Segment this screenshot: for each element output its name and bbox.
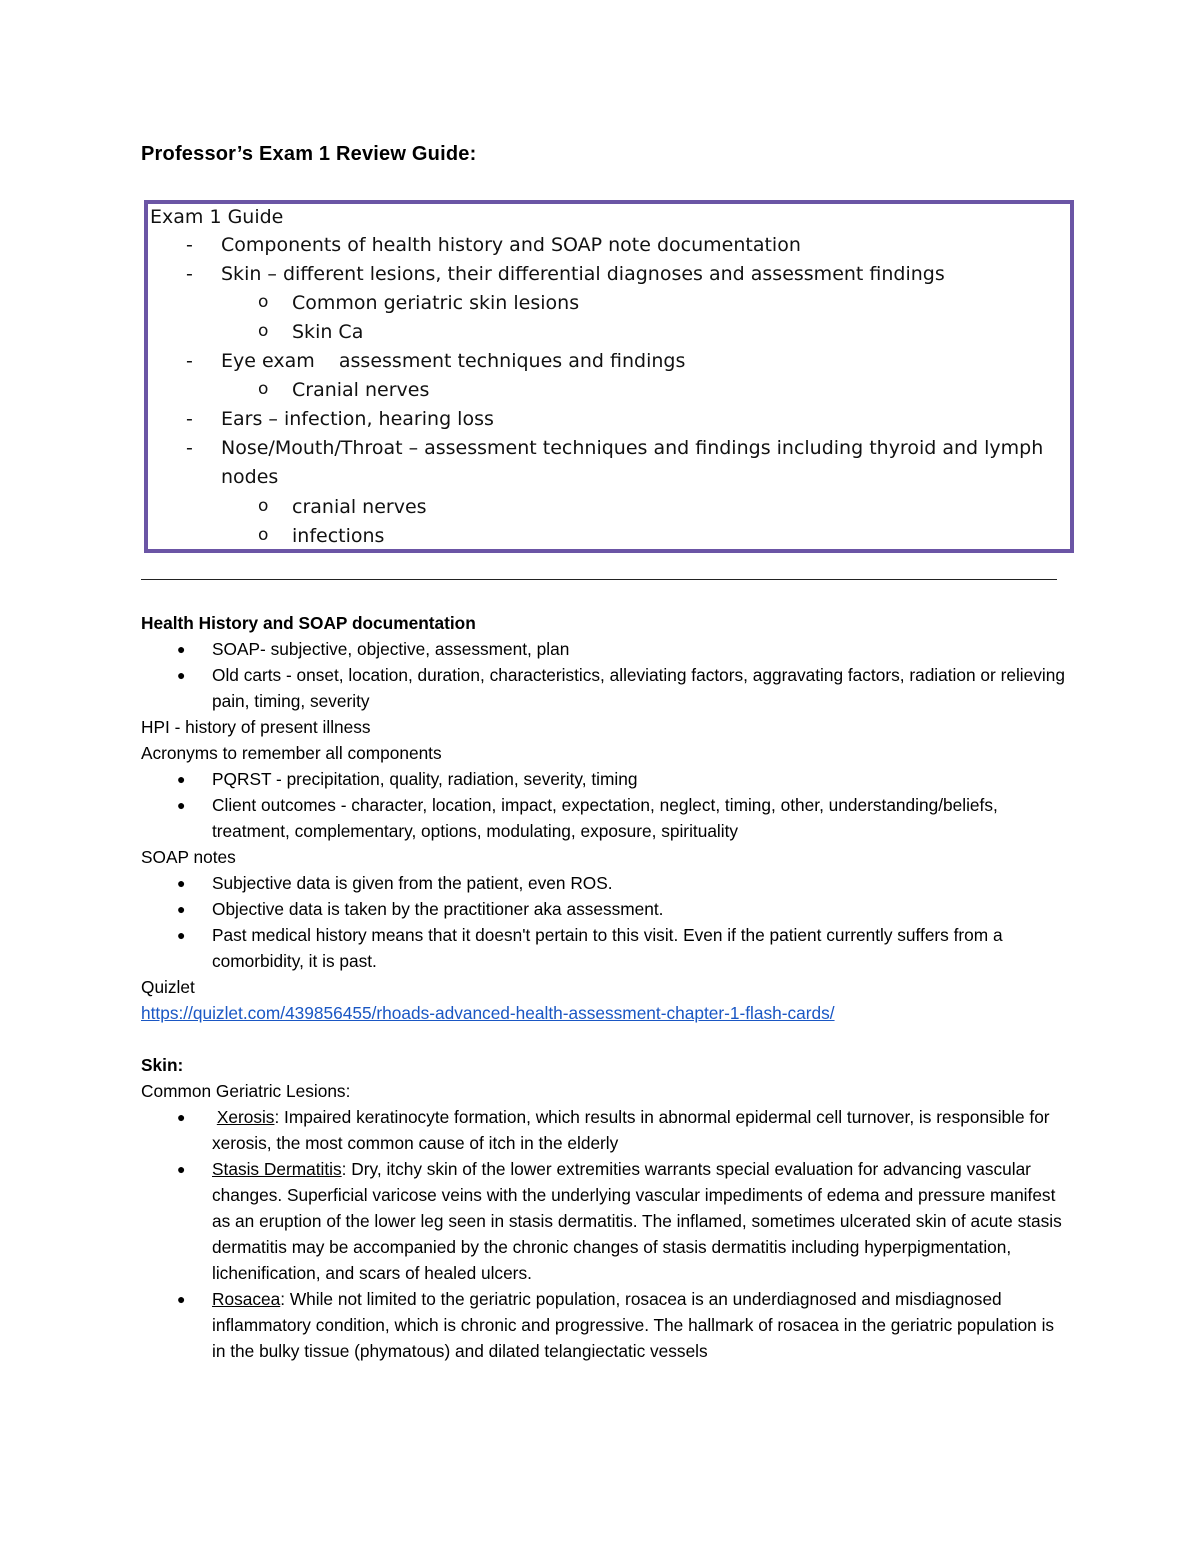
list-item-text: Subjective data is given from the patient, even ROS. [212, 873, 613, 893]
acronyms-line: Acronyms to remember all components [141, 743, 442, 763]
soap-notes-list [141, 870, 1071, 974]
lesion-term: Xerosis [216, 1107, 275, 1127]
list-item [141, 1156, 1071, 1286]
bullet-icon: ● [177, 901, 186, 917]
spacer [141, 1026, 1071, 1052]
bullet-icon: ● [177, 771, 186, 787]
bullet-icon: ● [177, 1161, 186, 1177]
list-item-text: Past medical history means that it doesn't pertain to this visit. Even if the patient currently suffers from a comorbidity, it is past. [212, 925, 1003, 971]
circle-marker: o [258, 525, 269, 545]
guide-item-text: Skin – different lesions, their differential diagnoses and assessment findings [221, 263, 945, 285]
list-item [141, 792, 1071, 844]
guide-subitem-text: infections [292, 525, 385, 547]
lesions-subheading: Common Geriatric Lesions: [141, 1081, 351, 1101]
lesions-list [141, 1104, 1071, 1364]
list-item [141, 636, 1071, 662]
circle-marker: o [258, 292, 269, 312]
guide-item-text: Components of health history and SOAP note documentation [221, 234, 801, 256]
dash-marker: - [186, 263, 193, 285]
quizlet-link[interactable]: https://quizlet.com/439856455/rhoads-advanced-health-assessment-chapter-1-flash-cards/ [141, 1003, 835, 1023]
bullet-icon: ● [177, 1291, 186, 1307]
list-item [141, 766, 1071, 792]
hpi-line: HPI - history of present illness [141, 717, 371, 737]
dash-marker: - [186, 437, 193, 459]
dash-marker: - [186, 350, 193, 372]
document-body [141, 610, 1071, 1364]
list-item [141, 870, 1071, 896]
circle-marker: o [258, 321, 269, 341]
list-item-text: SOAP- subjective, objective, assessment, plan [212, 639, 570, 659]
list-item-text: PQRST - precipitation, quality, radiation, severity, timing [212, 769, 638, 789]
list-item [141, 1286, 1071, 1364]
lesion-description: : While not limited to the geriatric population, rosacea is an underdiagnosed and misdiagnosed inflammatory condition, which is chronic and progressive. The hallmark of rosacea in the geriatric population is in the bulky tissue (phymatous) and dilated telangiectatic vessels [212, 1289, 1055, 1361]
page-title: Professor’s Exam 1 Review Guide: [141, 143, 477, 165]
lesion-description: : Impaired keratinocyte formation, which results in abnormal epidermal cell turnover, is responsible for xerosis, the most common cause of itch in the elderly [212, 1107, 1050, 1153]
acronyms-list [141, 766, 1071, 844]
list-item [141, 1104, 1071, 1156]
horizontal-divider [141, 579, 1057, 580]
list-item [141, 662, 1071, 714]
section-heading-skin: Skin: [141, 1055, 184, 1075]
dash-marker: - [186, 408, 193, 430]
section-heading-health-history: Health History and SOAP documentation [141, 613, 476, 633]
guide-subitem-text: Common geriatric skin lesions [292, 292, 580, 314]
guide-heading: Exam 1 Guide [150, 206, 284, 228]
list-item-text: Objective data is taken by the practitioner aka assessment. [212, 899, 664, 919]
circle-marker: o [258, 379, 269, 399]
list-item [141, 896, 1071, 922]
lesion-term: Stasis Dermatitis [212, 1159, 342, 1179]
soap-notes-line: SOAP notes [141, 847, 236, 867]
list-item-text: Old carts - onset, location, duration, characteristics, alleviating factors, aggravating factors, radiation or relieving pain, timing, severity [212, 665, 1065, 711]
bullet-icon: ● [177, 1109, 186, 1125]
guide-item-text: Ears – infection, hearing loss [221, 408, 494, 430]
guide-item-text: nodes [221, 466, 279, 488]
quizlet-label: Quizlet [141, 977, 195, 997]
guide-subitem-text: Cranial nerves [292, 379, 430, 401]
soap-list [141, 636, 1071, 714]
bullet-icon: ● [177, 875, 186, 891]
guide-subitem-text: cranial nerves [292, 496, 427, 518]
guide-subitem-text: Skin Ca [292, 321, 364, 343]
guide-item-text: Eye exam assessment techniques and findings [221, 350, 686, 372]
bullet-icon: ● [177, 797, 186, 813]
bullet-icon: ● [177, 927, 186, 943]
list-item [141, 922, 1071, 974]
dash-marker: - [186, 234, 193, 256]
bullet-icon: ● [177, 641, 186, 657]
list-item-text: Client outcomes - character, location, impact, expectation, neglect, timing, other, understanding/beliefs, treatment, complementary, options, modulating, exposure, spirituality [212, 795, 998, 841]
bullet-icon: ● [177, 667, 186, 683]
exam-guide-box [144, 200, 1074, 553]
circle-marker: o [258, 496, 269, 516]
lesion-term: Rosacea [212, 1289, 281, 1309]
guide-item-text: Nose/Mouth/Throat – assessment techniques and findings including thyroid and lymph [221, 437, 1044, 459]
lesion-description: : Dry, itchy skin of the lower extremities warrants special evaluation for advancing vascular changes. Superficial varicose veins with the underlying vascular impediments of edema and pressure manifest as an eruption of the lower leg seen in stasis dermatitis. The inflamed, sometimes ulcerated skin of acute stasis dermatitis may be accompanied by the chronic changes of stasis dermatitis including hyperpigmentation, lichenification, and scars of healed ulcers. [212, 1159, 1062, 1283]
